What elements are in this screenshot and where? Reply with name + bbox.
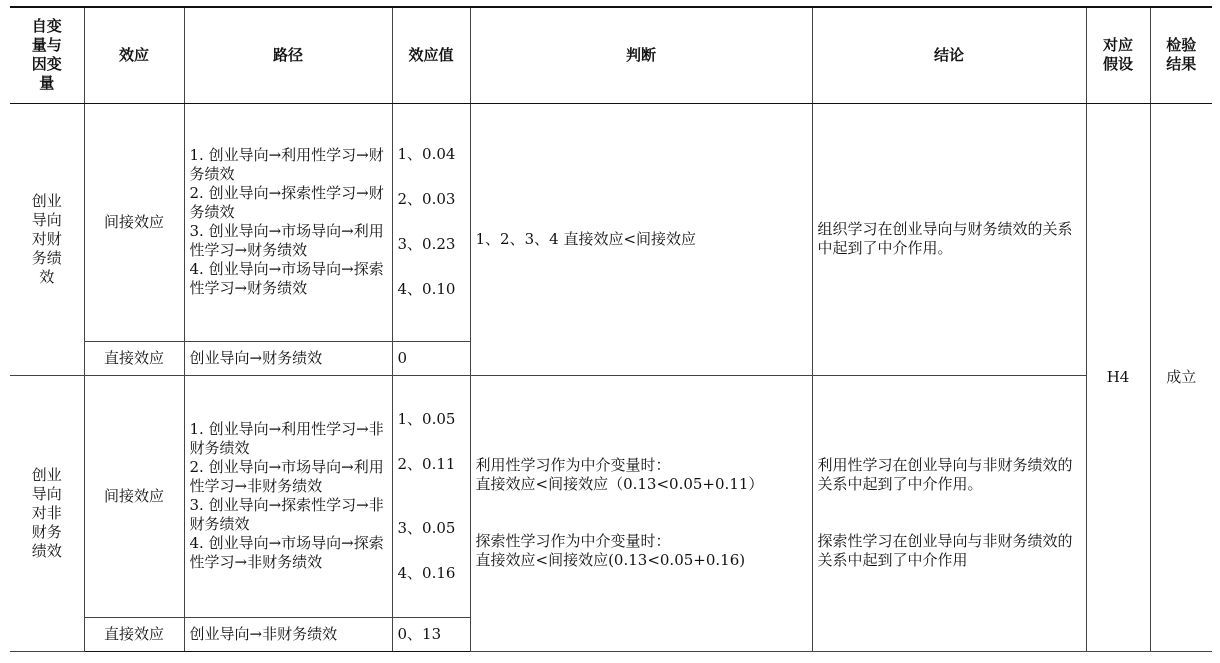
path-item: 2. 创业导向→探索性学习→财务绩效 bbox=[189, 184, 384, 221]
header-row bbox=[10, 7, 1212, 103]
group1-direct-value: 0 bbox=[392, 341, 470, 375]
group1-values bbox=[392, 103, 470, 341]
header-judge: 判断 bbox=[470, 7, 812, 103]
effect-value: 4、0.16 bbox=[397, 563, 456, 582]
path-item: 1. 创业导向→利用性学习→财务绩效 bbox=[189, 146, 384, 183]
group2-paths bbox=[184, 375, 392, 617]
effect-value: 1、0.04 bbox=[397, 145, 456, 163]
header-effect: 效应 bbox=[84, 7, 184, 103]
header-result: 检验 结果 bbox=[1150, 7, 1212, 103]
group2-direct-path: 创业导向→非财务绩效 bbox=[184, 617, 392, 651]
path-item: 1. 创业导向→利用性学习→非财务绩效 bbox=[189, 420, 384, 457]
header-variable: 自变 量与 因变 量 bbox=[10, 7, 84, 103]
effect-value: 3、0.05 bbox=[397, 518, 456, 537]
header-path: 路径 bbox=[184, 7, 392, 103]
header-hypothesis: 对应 假设 bbox=[1086, 7, 1150, 103]
result-cell: 成立 bbox=[1150, 103, 1212, 651]
effect-value: 2、0.11 bbox=[397, 454, 456, 473]
path-item: 3. 创业导向→市场导向→利用性学习→财务绩效 bbox=[189, 222, 384, 259]
group1-indirect-label: 间接效应 bbox=[84, 103, 184, 341]
group1-paths bbox=[184, 103, 392, 341]
group2-direct-label: 直接效应 bbox=[84, 617, 184, 651]
effect-value: 1、0.05 bbox=[397, 409, 456, 428]
path-item: 2. 创业导向→市场导向→利用性学习→非财务绩效 bbox=[189, 458, 384, 495]
effect-value: 2、0.03 bbox=[397, 190, 456, 208]
mediation-results-table-wrapper bbox=[10, 6, 1212, 652]
group2-indirect-label: 间接效应 bbox=[84, 375, 184, 617]
hypothesis-cell: H4 bbox=[1086, 103, 1150, 651]
table-row bbox=[10, 375, 1212, 617]
header-value: 效应值 bbox=[392, 7, 470, 103]
group1-direct-path: 创业导向→财务绩效 bbox=[184, 341, 392, 375]
mediation-results-table bbox=[10, 6, 1212, 652]
group1-judge: 1、2、3、4 直接效应<间接效应 bbox=[470, 103, 812, 375]
group2-variable: 创业 导向 对非 财务 绩效 bbox=[10, 375, 84, 651]
table-row bbox=[10, 103, 1212, 341]
path-item: 3. 创业导向→探索性学习→非财务绩效 bbox=[189, 496, 384, 533]
effect-value: 4、0.10 bbox=[397, 280, 456, 298]
group2-values bbox=[392, 375, 470, 617]
group2-judge: 利用性学习作为中介变量时： 直接效应<间接效应（0.13<0.05+0.11） 探索性学习作为中介变量时： 直接效应<间接效应(0.13<0.05+0.16) bbox=[470, 375, 812, 651]
group1-variable: 创业 导向 对财 务绩 效 bbox=[10, 103, 84, 375]
header-conclusion: 结论 bbox=[812, 7, 1086, 103]
group1-conclusion: 组织学习在创业导向与财务绩效的关系中起到了中介作用。 bbox=[812, 103, 1086, 375]
group1-direct-label: 直接效应 bbox=[84, 341, 184, 375]
path-item: 4. 创业导向→市场导向→探索性学习→非财务绩效 bbox=[189, 534, 384, 571]
group2-direct-value: 0、13 bbox=[392, 617, 470, 651]
path-item: 4. 创业导向→市场导向→探索性学习→财务绩效 bbox=[189, 260, 384, 297]
effect-value: 3、0.23 bbox=[397, 235, 456, 253]
group2-conclusion: 利用性学习在创业导向与非财务绩效的关系中起到了中介作用。 探索性学习在创业导向与非财务绩效的关系中起到了中介作用 bbox=[812, 375, 1086, 651]
